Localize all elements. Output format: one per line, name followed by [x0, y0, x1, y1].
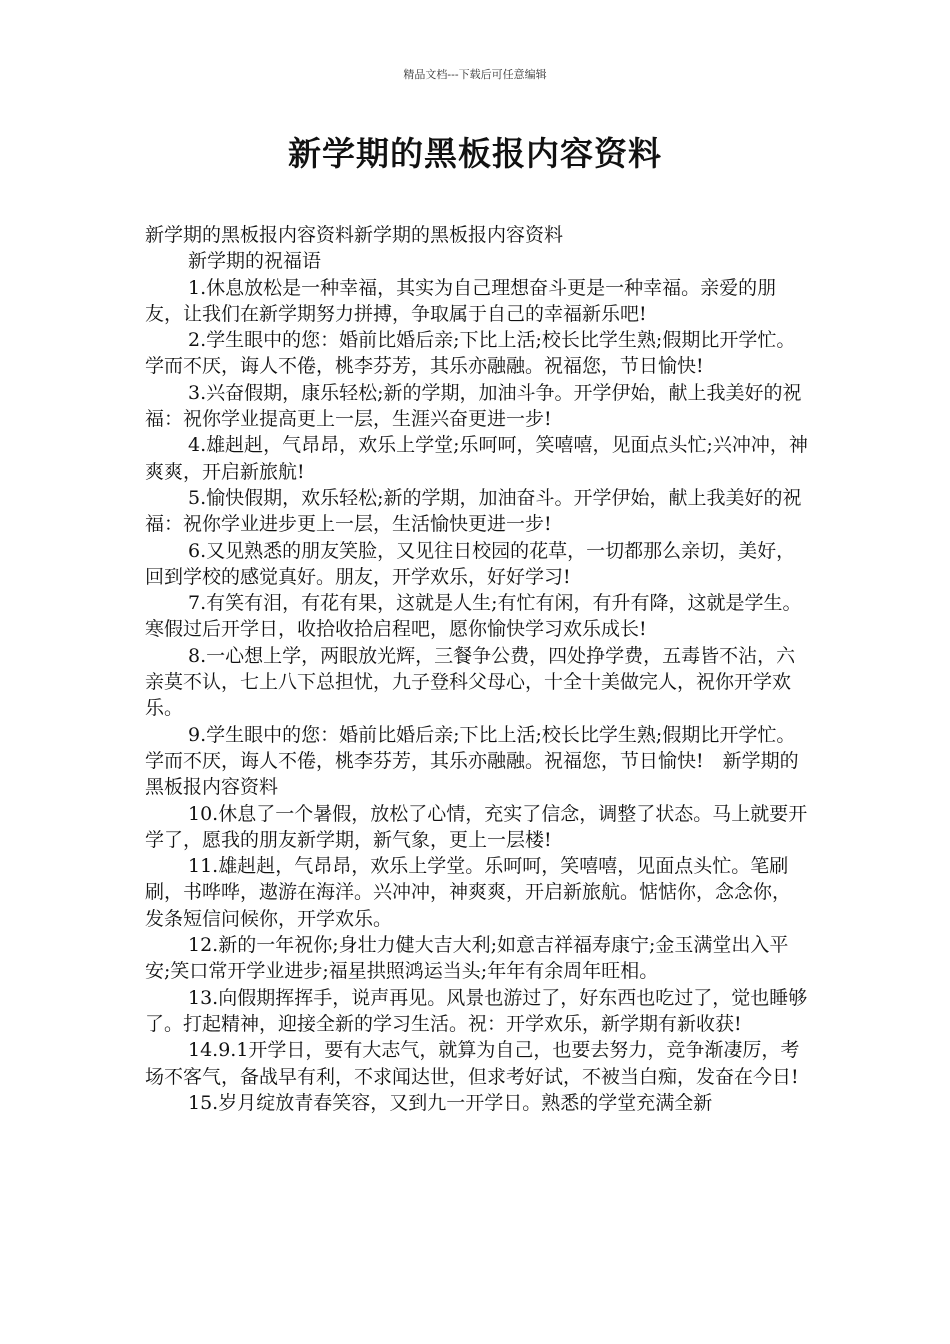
paragraph: 13.向假期挥挥手，说声再见。风景也游过了，好东西也吃过了，觉也睡够了。打起精神，迎接全新的学习生活。祝：开学欢乐，新学期有新收获! — [145, 986, 808, 1035]
paragraph: 14.9.1开学日，要有大志气，就算为自己，也要去努力，竞争渐凄厉，考场不客气，备战早有利，不求闻达世，但求考好试，不被当白痴，发奋在今日! — [145, 1039, 800, 1088]
paragraph: 1.休息放松是一种幸福，其实为自己理想奋斗更是一种幸福。亲爱的朋友，让我们在新学期努力拼搏，争取属于自己的幸福新乐吧! — [145, 276, 777, 325]
intro-line: 新学期的黑板报内容资料新学期的黑板报内容资料 — [145, 224, 564, 246]
document-body — [145, 222, 809, 1116]
paragraph: 5.愉快假期，欢乐轻松;新的学期，加油奋斗。开学伊始，献上我美好的祝福：祝你学业进步更上一层，生活愉快更进一步! — [145, 486, 802, 536]
paragraph: 12.新的一年祝你;身壮力健大吉大利;如意吉祥福寿康宁;金玉满堂出入平安;笑口常开学业进步;福星拱照鸿运当头;年年有余周年旺相。 — [145, 934, 789, 983]
paragraph: 11.雄赳赳，气昂昂，欢乐上学堂。乐呵呵，笑嘻嘻，见面点头忙。笔刷刷，书哗哗，遨游在海洋。兴冲冲，神爽爽，开启新旅航。惦惦你，念念你，发条短信问候你，开学欢乐。 — [145, 855, 792, 930]
paragraph: 4.雄赳赳，气昂昂，欢乐上学堂;乐呵呵，笑嘻嘻，见面点头忙;兴冲冲，神爽爽，开启新旅航! — [145, 434, 808, 483]
section-subtitle: 新学期的祝福语 — [188, 250, 322, 273]
paragraph: 3.兴奋假期，康乐轻松;新的学期，加油斗争。开学伊始，献上我美好的祝福：祝你学业提高更上一层，生涯兴奋更进一步! — [145, 381, 802, 431]
paragraph: 15.岁月绽放青春笑容，又到九一开学日。熟悉的学堂充满全新 — [188, 1091, 713, 1114]
paragraph: 8.一心想上学，两眼放光辉，三餐争公费，四处挣学费，五毒皆不沾，六亲莫不认，七上八下总担忧，九子登科父母心，十全十美做完人，祝你开学欢乐。 — [145, 644, 796, 720]
page-title: 新学期的黑板报内容资料 — [288, 134, 662, 173]
paragraph: 6.又见熟悉的朋友笑脸，又见往日校园的花草，一切都那么亲切，美好，回到学校的感觉真好。朋友，开学欢乐，好好学习! — [145, 539, 796, 588]
paragraph: 2.学生眼中的您：婚前比婚后亲;下比上活;校长比学生熟;假期比开学忙。学而不厌，诲人不倦，桃李芬芳，其乐亦融融。祝福您，节日愉快! — [145, 329, 796, 378]
paragraph: 7.有笑有泪，有花有果，这就是人生;有忙有闲，有升有降，这就是学生。寒假过后开学日，收拾收拾启程吧，愿你愉快学习欢乐成长! — [145, 592, 802, 641]
page-header: 精品文档---下载后可任意编辑 — [403, 68, 547, 81]
paragraph: 10.休息了一个暑假，放松了心情，充实了信念，调整了状态。马上就要开学了，愿我的朋友新学期，新气象，更上一层楼! — [145, 802, 808, 851]
paragraph: 9.学生眼中的您：婚前比婚后亲;下比上活;校长比学生熟;假期比开学忙。学而不厌，诲人不倦，桃李芬芳，其乐亦融融。祝福您，节日愉快! 新学期的黑板报内容资料 — [145, 723, 799, 799]
